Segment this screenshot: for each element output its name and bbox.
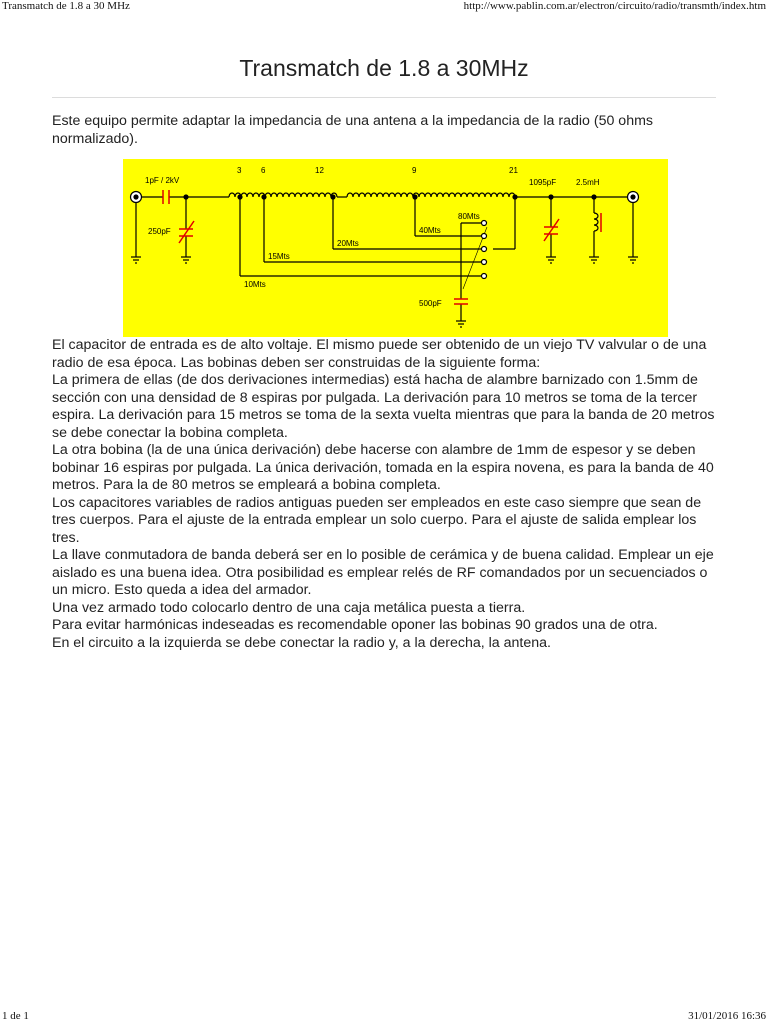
paragraph-harmonics: Para evitar harmónicas indeseadas es recomendable oponer las bobinas 90 grados una de otra. [52, 617, 658, 633]
label-band15: 15Mts [268, 252, 290, 261]
label-c-var-in: 250pF [148, 227, 171, 236]
paragraph-enclosure: Una vez armado todo colocarlo dentro de una caja metálica puesta a tierra. [52, 599, 526, 616]
print-header-title: Transmatch de 1.8 a 30 MHz [2, 0, 130, 12]
label-tap12: 12 [315, 166, 324, 175]
label-tap21: 21 [509, 166, 518, 175]
paragraph-band-switch: La llave conmutadora de banda deberá ser en lo posible de cerámica y de buena calidad. Emplear un eje aislado es una buena idea. Otra posibilidad es emplear relés de RF comandados por un secuenciados o un micro. Esto queda a idea del armador. [52, 547, 714, 598]
article-content [52, 113, 718, 652]
page-title: Transmatch de 1.8 a 30MHz [239, 55, 529, 81]
label-tap3: 3 [237, 166, 242, 175]
label-tap6: 6 [261, 166, 266, 175]
print-header-url: http://www.pablin.com.ar/electron/circuito/radio/transmth/index.htm [463, 0, 766, 12]
transmatch-schematic [123, 159, 668, 337]
title-divider [52, 97, 716, 98]
paragraph-coil-1: La primera de ellas (de dos derivaciones intermedias) está hacha de alambre barnizado con 1.5mm de sección con una densidad de 8 espiras por pulgada. La derivación para 10 metros se toma de la tercer espira. La derivación para 15 metros se toma de la sexta vuelta mientras que para la banda de 20 metros se debe conectar la bobina completa. [52, 372, 715, 441]
label-c-sw: 500pF [419, 299, 442, 308]
label-band20: 20Mts [337, 239, 359, 248]
label-band10: 10Mts [244, 280, 266, 289]
intro-paragraph: Este equipo permite adaptar la impedancia de una antena a la impedancia de la radio (50 ohms normalizado). [52, 113, 653, 147]
label-band80: 80Mts [458, 212, 480, 221]
print-header [0, 0, 768, 14]
print-datetime: 31/01/2016 16:36 [688, 1010, 766, 1022]
paragraph-connections: En el circuito a la izquierda se debe conectar la radio y, a la derecha, la antena. [52, 634, 551, 651]
paragraph-variable-caps: Los capacitores variables de radios antiguas pueden ser empleados en este caso siempre que sean de tres cuerpos. Para el ajuste de la entrada emplear un solo cuerpo. Para el ajuste de salida emplear los tres. [52, 494, 702, 546]
print-footer [0, 1008, 768, 1024]
label-l-out: 2.5mH [576, 178, 600, 187]
label-band40: 40Mts [419, 226, 441, 235]
paragraph-coil-2: La otra bobina (la de una única derivación) debe hacerse con alambre de 1mm de espesor y se deben bobinar 16 espiras por pulgada. La única derivación, tomada en la espira novena, es para la banda de 40 metros. Para la de 80 metros se empleará a bobina completa. [52, 442, 714, 493]
label-tap9: 9 [412, 166, 417, 175]
paragraph-capacitor: El capacitor de entrada es de alto voltaje. El mismo puede ser obtenido de un viejo TV valvular o de una radio de esa época. Las bobinas deben ser construidas de la siguiente forma: [52, 337, 707, 371]
page-counter: 1 de 1 [2, 1010, 29, 1022]
label-c-in: 1pF / 2kV [145, 176, 180, 185]
label-c-out: 1095pF [529, 178, 557, 187]
